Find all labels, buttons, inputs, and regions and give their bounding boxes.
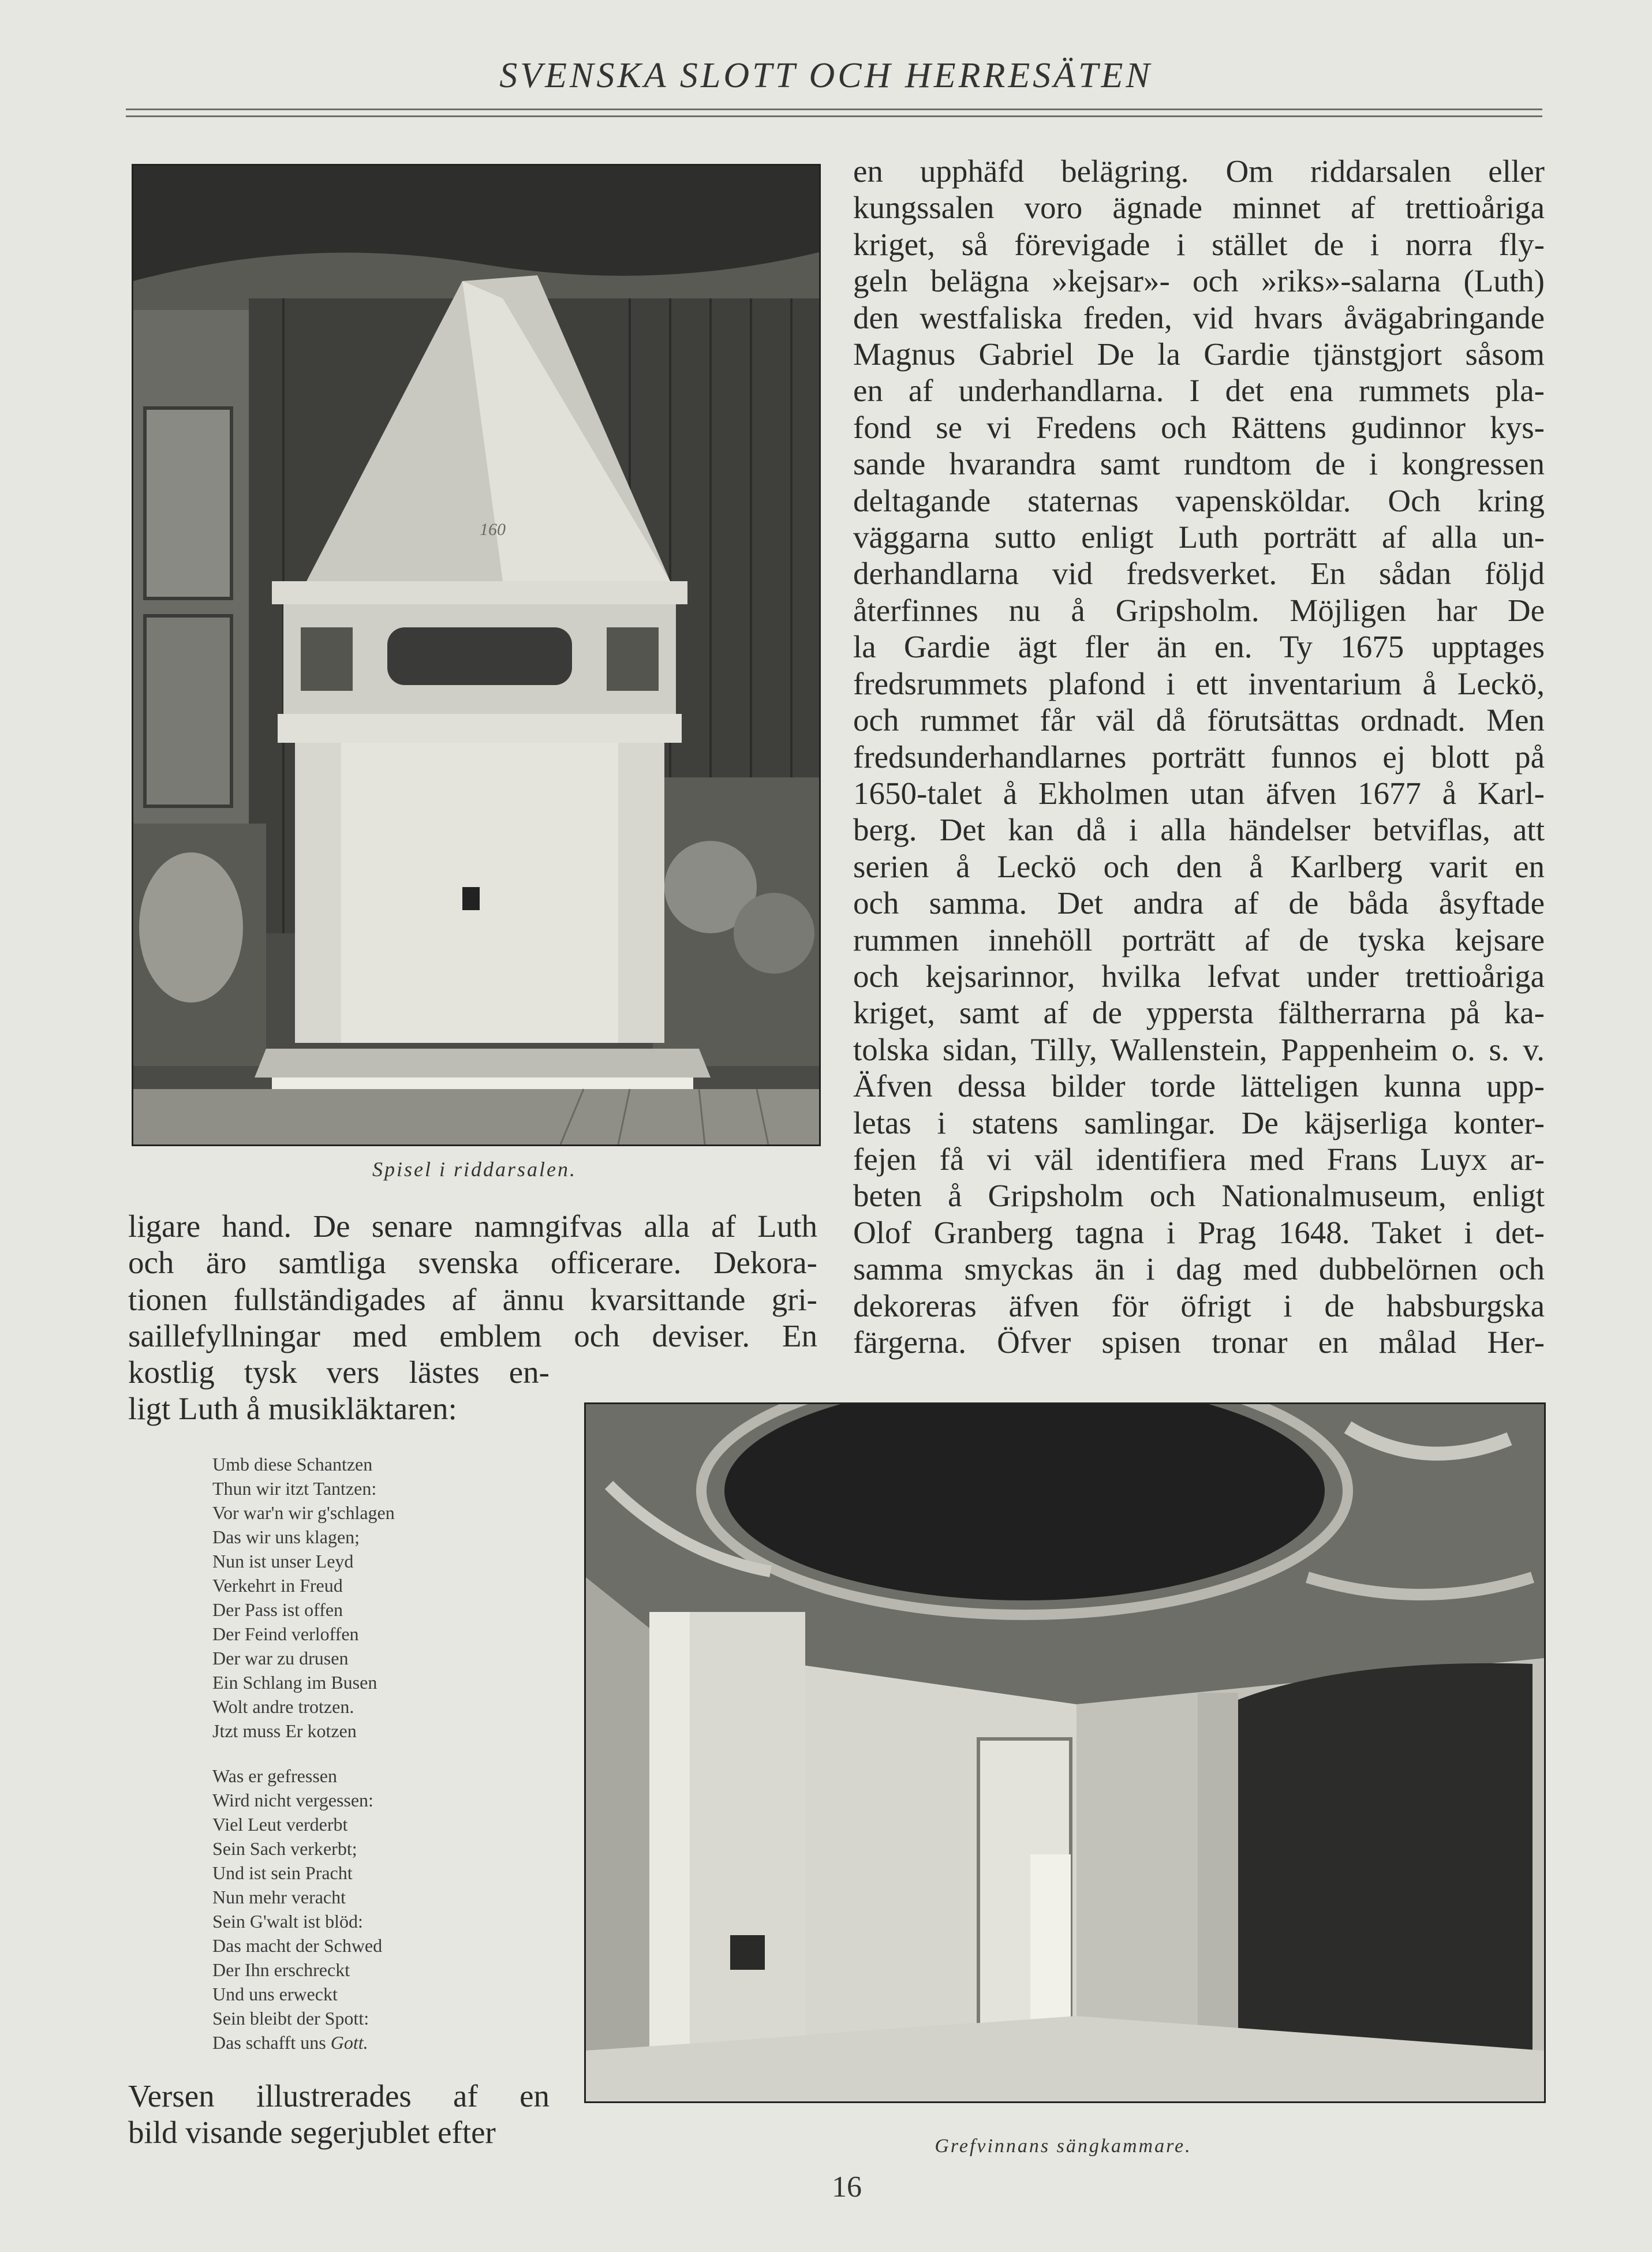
poem-line: Jtzt muss Er kotzen: [212, 1720, 357, 1741]
poem-line: Der war zu drusen: [212, 1648, 349, 1669]
text-line: fredsunderhandlarnes porträtt funnos ej blott på: [853, 739, 1545, 775]
text-line: beten å Gripsholm och Nationalmuseum, enligt: [853, 1178, 1545, 1214]
text-line: kriget, så förevigade i stället de i norra fly-: [853, 226, 1545, 262]
poem-stanza-2: [212, 1764, 395, 2055]
text-line: Olof Granberg tagna i Prag 1648. Taket i det-: [853, 1214, 1545, 1250]
poem-line: Der Pass ist offen: [212, 1599, 343, 1620]
text-line: rummen innehöll porträtt af de tyska kejsare: [853, 922, 1545, 957]
poem-line: Der Feind verloffen: [212, 1623, 359, 1644]
header-rule-bottom: [126, 115, 1542, 117]
text-line: tionen fullständigades af ännu kvarsittande gri-: [128, 1281, 817, 1317]
bottom-left-text: [128, 2078, 550, 2151]
poem-line: Und uns erweckt: [212, 1984, 338, 2004]
poem-line: Umb diese Schantzen: [212, 1454, 373, 1475]
text-line: ligt Luth å musikläktaren:: [128, 1391, 457, 1427]
poem-line: Viel Leut verderbt: [212, 1814, 348, 1835]
text-line: väggarna sutto enligt Luth porträtt af alla un-: [853, 519, 1545, 555]
text-line: bild visande segerjublet efter: [128, 2115, 496, 2150]
poem-line: Wird nicht vergessen:: [212, 1790, 373, 1810]
poem-line: Sein bleibt der Spott:: [212, 2008, 369, 2029]
poem-line: Und ist sein Pracht: [212, 1862, 353, 1883]
text-line: fredsrummets plafond i ett inventarium å Leckö,: [853, 665, 1545, 701]
poem-line: Der Ihn erschreckt: [212, 1959, 350, 1980]
photo-fireplace: [132, 164, 821, 1146]
text-line: dekoreras äfven för öfrigt i de habsburgska: [853, 1288, 1545, 1323]
right-column-text: [853, 153, 1545, 1360]
text-line: deltagande staternas vapensköldar. Och kring: [853, 482, 1545, 518]
poem-line: Sein G'walt ist blöd:: [212, 1911, 363, 1932]
text-line: letas i statens samlingar. De käjserliga konter-: [853, 1105, 1545, 1140]
text-line: la Gardie ägt fler än en. Ty 1675 upptages: [853, 629, 1545, 665]
text-line: kriget, samt af de yppersta fältherrarna på ka-: [853, 995, 1545, 1031]
text-line: och kejsarinnor, hvilka lefvat under trettioåriga: [853, 958, 1545, 994]
text-line: serien å Leckö och den å Karlberg varit en: [853, 848, 1545, 884]
page-number: 16: [832, 2171, 862, 2204]
text-line: Versen illustrerades af en: [128, 2078, 550, 2113]
poem-line: Nun ist unser Leyd: [212, 1551, 354, 1572]
text-line: berg. Det kan då i alla händelser betviflas, att: [853, 812, 1545, 848]
text-line: Äfven dessa bilder torde lätteligen kunna upp-: [853, 1068, 1545, 1104]
text-line: ligare hand. De senare namngifvas alla af Luth: [128, 1209, 817, 1244]
text-line: kostlig tysk vers lästes en-: [128, 1355, 550, 1390]
text-line: geln belägna »kejsar»- och »riks»-salarna (Luth): [853, 263, 1545, 299]
header-rule-top: [126, 109, 1542, 110]
poem-line: Was er gefressen: [212, 1765, 337, 1786]
text-line: återfinnes nu å Gripsholm. Möjligen har De: [853, 592, 1545, 628]
fireplace-illustration: [133, 166, 819, 1144]
text-line: Magnus Gabriel De la Gardie tjänstgjort såsom: [853, 336, 1545, 372]
photo-bedchamber: [584, 1402, 1546, 2103]
text-line: kungssalen voro ägnade minnet af trettioåriga: [853, 190, 1545, 226]
left-column-text: [128, 1208, 817, 1355]
poem-line: Thun wir itzt Tantzen:: [212, 1478, 377, 1499]
running-header: SVENSKA SLOTT OCH HERRESÄTEN: [499, 56, 1153, 95]
poem-line: Das schafft uns Gott.: [212, 2032, 368, 2053]
text-line: och samma. Det andra af de båda åsyftade: [853, 885, 1545, 921]
poem-stanza-1: [212, 1452, 395, 1743]
text-line: samma smyckas än i dag med dubbelörnen och: [853, 1251, 1545, 1287]
poem-line: Wolt andre trotzen.: [212, 1696, 354, 1717]
text-line: derhandlarna vid fredsverket. En sådan följd: [853, 556, 1545, 592]
text-line: och rummet får väl då förutsättas ordnadt. Men: [853, 702, 1545, 738]
poem-line: Nun mehr veracht: [212, 1887, 346, 1907]
text-line: saillefyllningar med emblem och deviser. En: [128, 1318, 817, 1354]
text-line: en upphäfd belägring. Om riddarsalen eller: [853, 154, 1545, 189]
bedchamber-illustration: [586, 1404, 1544, 2101]
text-line: tolska sidan, Tilly, Wallenstein, Pappenheim o. s. v.: [853, 1031, 1545, 1067]
left-column-short-text: [128, 1354, 550, 1427]
poem-line: Sein Sach verkerbt;: [212, 1838, 357, 1859]
text-line: och äro samtliga svenska officerare. Dekora-: [128, 1245, 817, 1281]
text-line: fejen få vi väl identifiera med Frans Luyx ar-: [853, 1141, 1545, 1177]
text-line: fond se vi Fredens och Rättens gudinnor kys-: [853, 409, 1545, 445]
poem-line: Ein Schlang im Busen: [212, 1672, 378, 1693]
poem-last-word: Gott.: [330, 2032, 368, 2053]
caption-fireplace: Spisel i riddarsalen.: [372, 1158, 577, 1181]
text-line: sande hvarandra samt rundtom de i kongressen: [853, 446, 1545, 482]
poem-line: Vor war'n wir g'schlagen: [212, 1502, 395, 1523]
poem-line: Das wir uns klagen;: [212, 1527, 360, 1547]
text-line: färgerna. Öfver spisen tronar en målad Her-: [853, 1325, 1545, 1360]
poem-line: Verkehrt in Freud: [212, 1575, 343, 1596]
text-line: en af underhandlarna. I det ena rummets pla-: [853, 373, 1545, 409]
poem-line: Das macht der Schwed: [212, 1935, 383, 1956]
caption-bedchamber: Grefvinnans sängkammare.: [935, 2135, 1192, 2157]
text-line: den westfaliska freden, vid hvars åvägabringande: [853, 300, 1545, 335]
text-line: 1650-talet å Ekholmen utan äfven 1677 å Karl-: [853, 775, 1545, 811]
poem: [212, 1452, 395, 2055]
photo-mark-text: 160: [480, 520, 506, 539]
